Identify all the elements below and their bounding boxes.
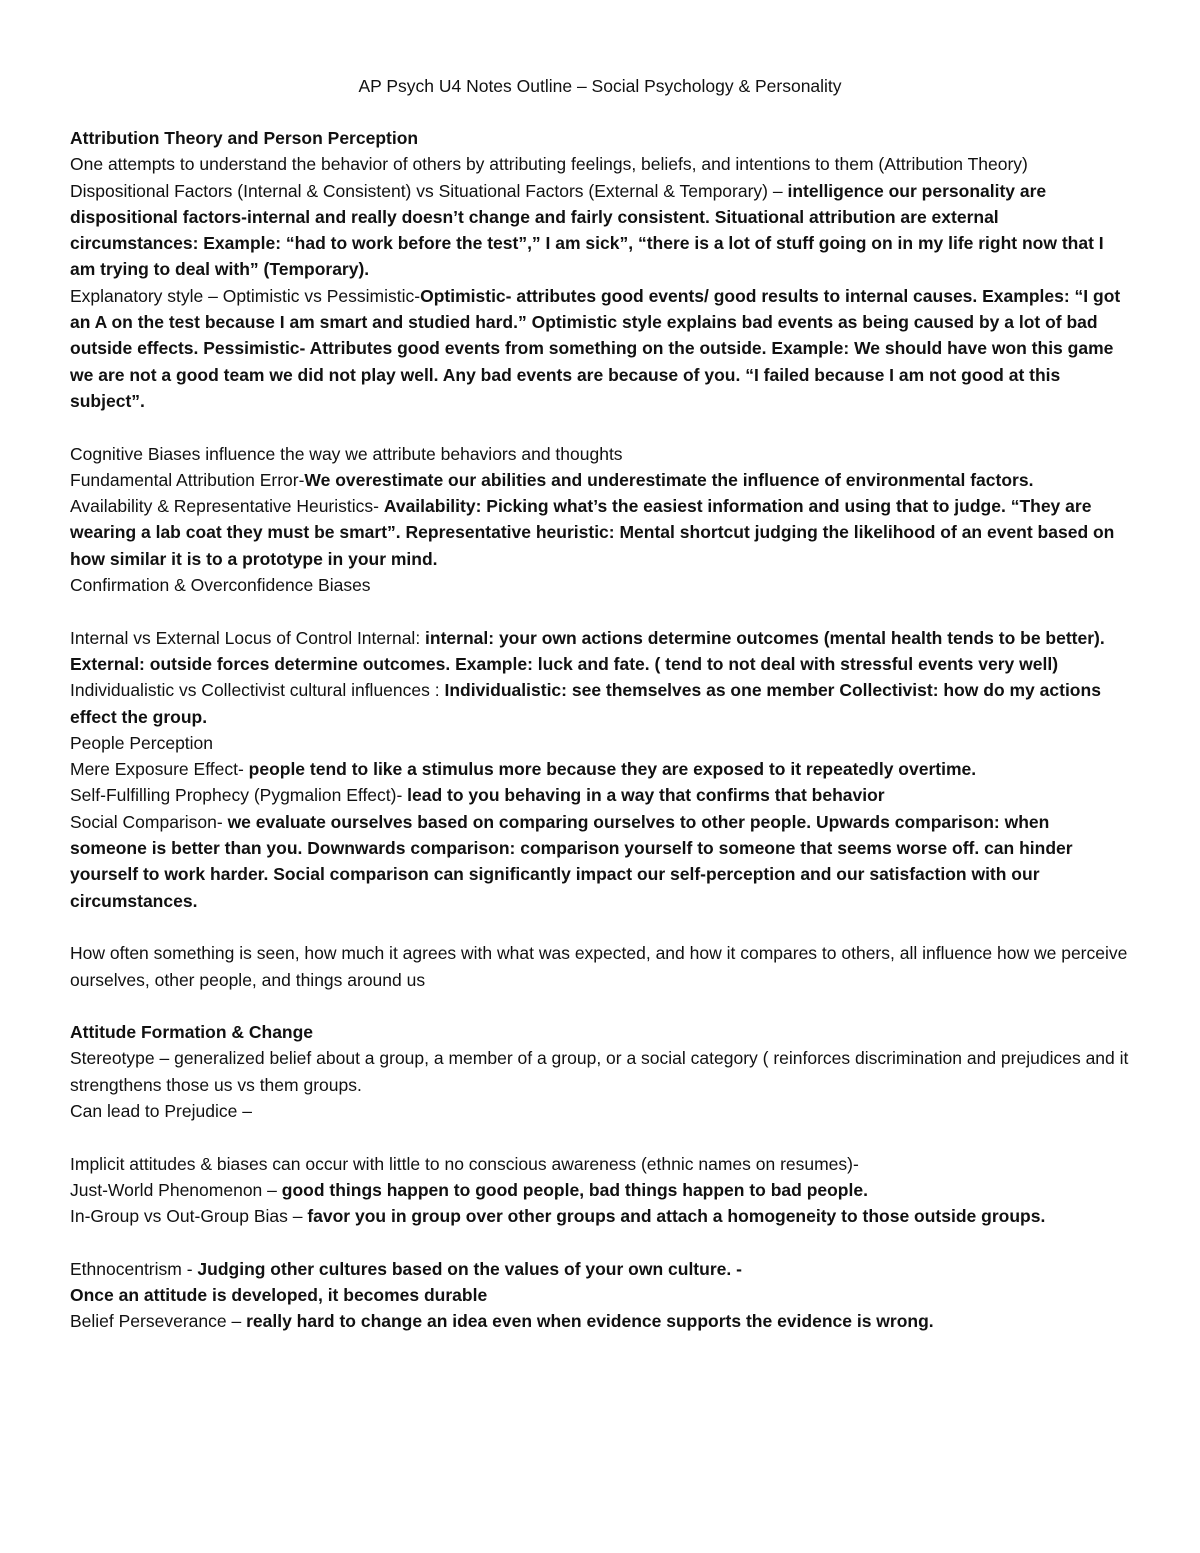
- term-label: Belief Perseverance –: [70, 1311, 247, 1332]
- section-ethnocentrism: [70, 1256, 1130, 1335]
- paragraph-gap: [70, 598, 1130, 624]
- document-title: AP Psych U4 Notes Outline – Social Psychology & Personality: [358, 76, 842, 96]
- term-label: Individualistic vs Collectivist cultural influences :: [70, 680, 445, 701]
- term-label: Availability & Representative Heuristics-: [70, 496, 384, 517]
- cognitive-biases-intro: Cognitive Biases influence the way we attribute behaviors and thoughts: [70, 443, 623, 464]
- handwritten-note: favor you in group over other groups and attach a homogeneity to those outside groups.: [307, 1206, 1046, 1227]
- handwritten-note: Judging other cultures based on the values of your own culture. -: [197, 1258, 742, 1279]
- term-label: Fundamental Attribution Error-: [70, 469, 305, 490]
- document-page: [70, 70, 1130, 1335]
- cultural-influences-note: [70, 677, 1130, 730]
- handwritten-note: Optimistic- attributes good events/ good results to internal causes. Examples: “I got an A on the test because I am smart and studied hard.” Optimistic style explains bad events as being caused by a lot of bad outside effects. Pessimistic- Attributes good events from something on the outside. Example: We should have won this game we are not a good team we did not play well. Any bad events are because of you. “I failed because I am not good at this subject”.: [70, 285, 1121, 411]
- section-heading: Attribution Theory and Person Perception: [70, 128, 419, 148]
- term-label: Social Comparison-: [70, 811, 228, 832]
- section-attribution-theory: [70, 125, 1130, 414]
- section-summary: [70, 940, 1130, 993]
- belief-perseverance-note: [70, 1308, 1130, 1334]
- term-label: In-Group vs Out-Group Bias –: [70, 1206, 308, 1227]
- in-group-bias-note: [70, 1203, 1130, 1229]
- paragraph-gap: [70, 914, 1130, 940]
- term-label: Ethnocentrism -: [70, 1258, 198, 1279]
- handwritten-note: really hard to change an idea even when evidence supports the evidence is wrong.: [246, 1311, 934, 1332]
- section-heading: Attitude Formation & Change: [70, 1022, 314, 1043]
- stereotype-definition: Stereotype – generalized belief about a group, a member of a group, or a social category ( reinforces discrimination and prejudices and it strengthens those us vs them groups.: [70, 1048, 1129, 1095]
- social-comparison-note: [70, 809, 1130, 914]
- section-locus-of-control: [70, 625, 1130, 914]
- attribution-theory-definition: One attempts to understand the behavior of others by attributing feelings, beliefs, and intentions to them (Attribution Theory): [70, 154, 1028, 175]
- handwritten-note: Availability: Picking what’s the easiest information and using that to judge. “They are wearing a lab coat they must be smart”. Representative heuristic: Mental shortcut judging the likelihood of an event based on how similar it is to a prototype in your mind.: [70, 496, 1115, 569]
- fundamental-attribution-error-note: [70, 467, 1130, 493]
- handwritten-note: good things happen to good people, bad things happen to bad people.: [281, 1179, 868, 1200]
- locus-of-control-note: [70, 625, 1130, 678]
- mere-exposure-note: [70, 756, 1130, 782]
- handwritten-note: We overestimate our abilities and underestimate the influence of environmental factors.: [304, 469, 1034, 490]
- term-label: Explanatory style – Optimistic vs Pessimistic-: [70, 285, 421, 306]
- just-world-note: [70, 1177, 1130, 1203]
- section-attitude-formation: [70, 1019, 1130, 1124]
- term-label: Just-World Phenomenon –: [70, 1179, 282, 1200]
- heuristics-note: [70, 493, 1130, 572]
- paragraph-gap: [70, 1229, 1130, 1255]
- implicit-attitudes-term: Implicit attitudes & biases can occur with little to no conscious awareness (ethnic names on resumes)-: [70, 1153, 859, 1174]
- term-label: Mere Exposure Effect-: [70, 759, 249, 780]
- handwritten-note: lead to you behaving in a way that confirms that behavior: [407, 785, 885, 806]
- handwritten-note: internal: your own actions determine outcomes (mental health tends to be better). External: outside forces determine outcomes. Example: luck and fate. ( tend to not deal with stressful events very well): [70, 627, 1105, 674]
- people-perception-term: People Perception: [70, 732, 214, 753]
- paragraph-gap: [70, 993, 1130, 1019]
- handwritten-note: Once an attitude is developed, it becomes durable: [70, 1285, 488, 1306]
- confirmation-biases-term: Confirmation & Overconfidence Biases: [70, 575, 371, 596]
- dispositional-situational-note: [70, 178, 1130, 283]
- self-fulfilling-prophecy-note: [70, 782, 1130, 808]
- ethnocentrism-note: [70, 1256, 1130, 1282]
- term-label: Internal vs External Locus of Control Internal:: [70, 627, 426, 648]
- perception-summary: How often something is seen, how much it agrees with what was expected, and how it compares to others, all influence how we perceive ourselves, other people, and things around us: [70, 943, 1128, 990]
- handwritten-note: Individualistic: see themselves as one member Collectivist: how do my actions effect the group.: [70, 680, 1101, 727]
- term-label: Self-Fulfilling Prophecy (Pygmalion Effect)-: [70, 785, 408, 806]
- explanatory-style-note: [70, 283, 1130, 414]
- handwritten-note: people tend to like a stimulus more because they are exposed to it repeatedly overtime.: [248, 759, 977, 780]
- section-implicit-attitudes: [70, 1151, 1130, 1230]
- paragraph-gap: [70, 1124, 1130, 1150]
- attitude-durable-note: [70, 1282, 1130, 1308]
- prejudice-term: Can lead to Prejudice –: [70, 1100, 252, 1121]
- handwritten-note: we evaluate ourselves based on comparing ourselves to other people. Upwards comparison: when someone is better than you. Downwards comparison: comparison yourself to someone that seems worse off. can hinder yourself to work harder. Social comparison can significantly impact our self-perception and our satisfaction with our circumstances.: [70, 811, 1073, 911]
- handwritten-note: intelligence our personality are dispositional factors-internal and really doesn’t change and fairly consistent. Situational attribution are external circumstances: Example: “had to work before the test”,” I am sick”, “there is a lot of stuff going on in my life right now that I am trying to deal with” (Temporary).: [70, 180, 1104, 280]
- paragraph-gap: [70, 414, 1130, 440]
- section-cognitive-biases: [70, 441, 1130, 599]
- term-label: Dispositional Factors (Internal & Consistent) vs Situational Factors (External & Temporary) –: [70, 180, 788, 201]
